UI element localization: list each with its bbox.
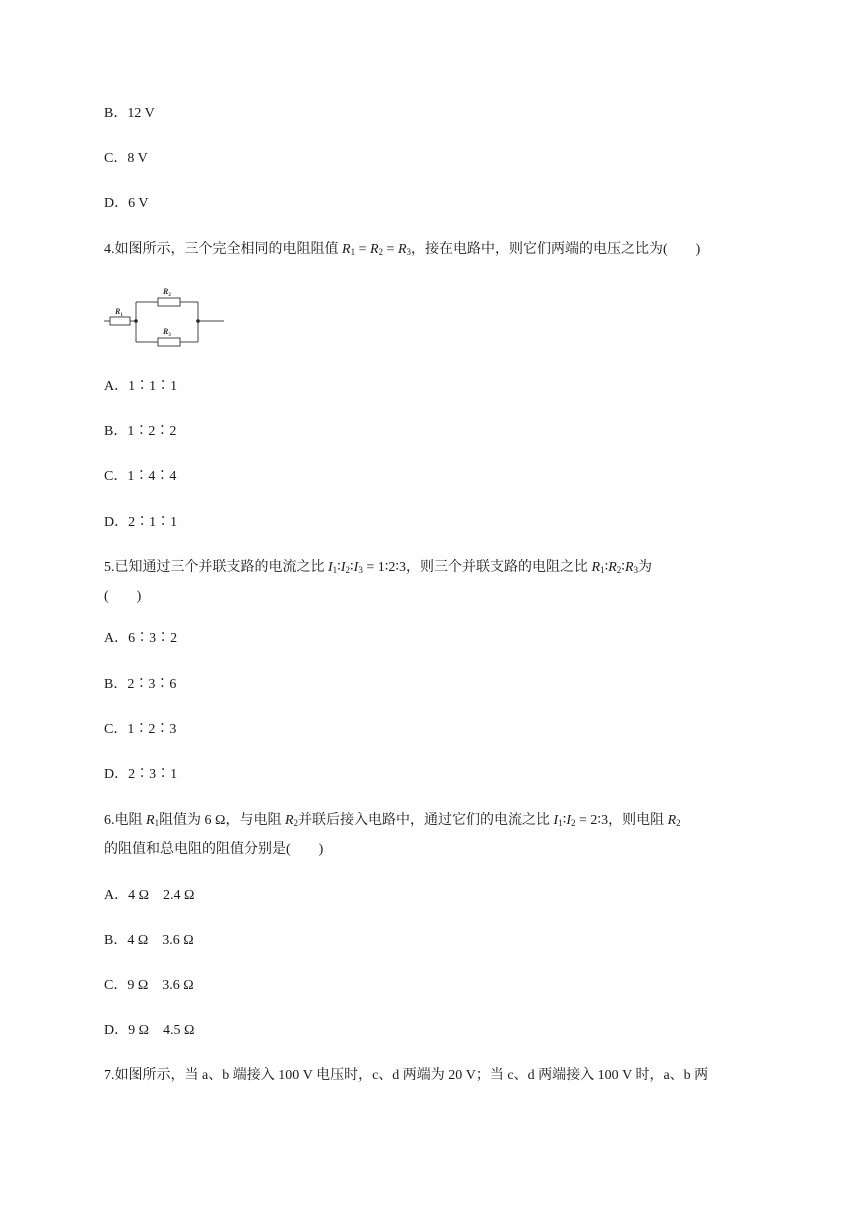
q6-option-b: B．4 Ω 3.6 Ω [104, 933, 194, 948]
q3-option-b: B．12 V [104, 106, 155, 121]
q4-option-b: B．1∶2∶2 [104, 424, 177, 439]
q6-option-d: D．9 Ω 4.5 Ω [104, 1023, 195, 1038]
q5-stem-line2: ( ) [104, 589, 142, 604]
q6-option-a: A．4 Ω 2.4 Ω [104, 888, 195, 903]
label-r3: $R_3$ [163, 327, 171, 338]
q5-stem: 5.已知通过三个并联支路的电流之比 $I_1∶I_2∶I_3$ = 1∶2∶3，则三个并联支路的电阻之比 $R_1∶R_2∶R_3$为 [104, 560, 653, 575]
label-r1: $R_1$ [115, 307, 123, 318]
q4-circuit-diagram [102, 282, 226, 348]
resistor-r2 [158, 298, 180, 306]
q3-option-c: C．8 V [104, 151, 148, 166]
q7-stem: 7.如图所示，当 a、b 端接入 100 V 电压时，c、d 两端为 20 V；当 c、d 两端接入 100 V 时，a、b 两 [104, 1068, 709, 1083]
q4-stem: 4.如图所示，三个完全相同的电阻阻值 $R_1 = R_2 = R_3$，接在电路中，则它们两端的电压之比为( ) [104, 242, 701, 257]
q5-option-b: B．2∶3∶6 [104, 677, 177, 692]
resistor-r3 [158, 338, 180, 346]
q5-option-a: A．6∶3∶2 [104, 631, 178, 646]
q6-stem: 6.电阻 $R_1$阻值为 6 Ω，与电阻 $R_2$并联后接入电路中，通过它们的电流之比 $I_1∶I_2$ = 2∶3，则电阻 $R_2$ [104, 813, 681, 828]
resistor-r1 [110, 317, 130, 325]
label-r2: $R_2$ [163, 287, 171, 298]
junction-left [134, 319, 138, 323]
q4-option-a: A．1∶1∶1 [104, 379, 178, 394]
junction-right [196, 319, 200, 323]
q4-option-d: D．2∶1∶1 [104, 515, 178, 530]
q6-option-c: C．9 Ω 3.6 Ω [104, 978, 194, 993]
q4-option-c: C．1∶4∶4 [104, 469, 177, 484]
q5-option-d: D．2∶3∶1 [104, 767, 178, 782]
q3-option-d: D．6 V [104, 196, 149, 211]
q5-option-c: C．1∶2∶3 [104, 722, 177, 737]
q6-stem-line2: 的阻值和总电阻的阻值分别是( ) [104, 842, 324, 857]
